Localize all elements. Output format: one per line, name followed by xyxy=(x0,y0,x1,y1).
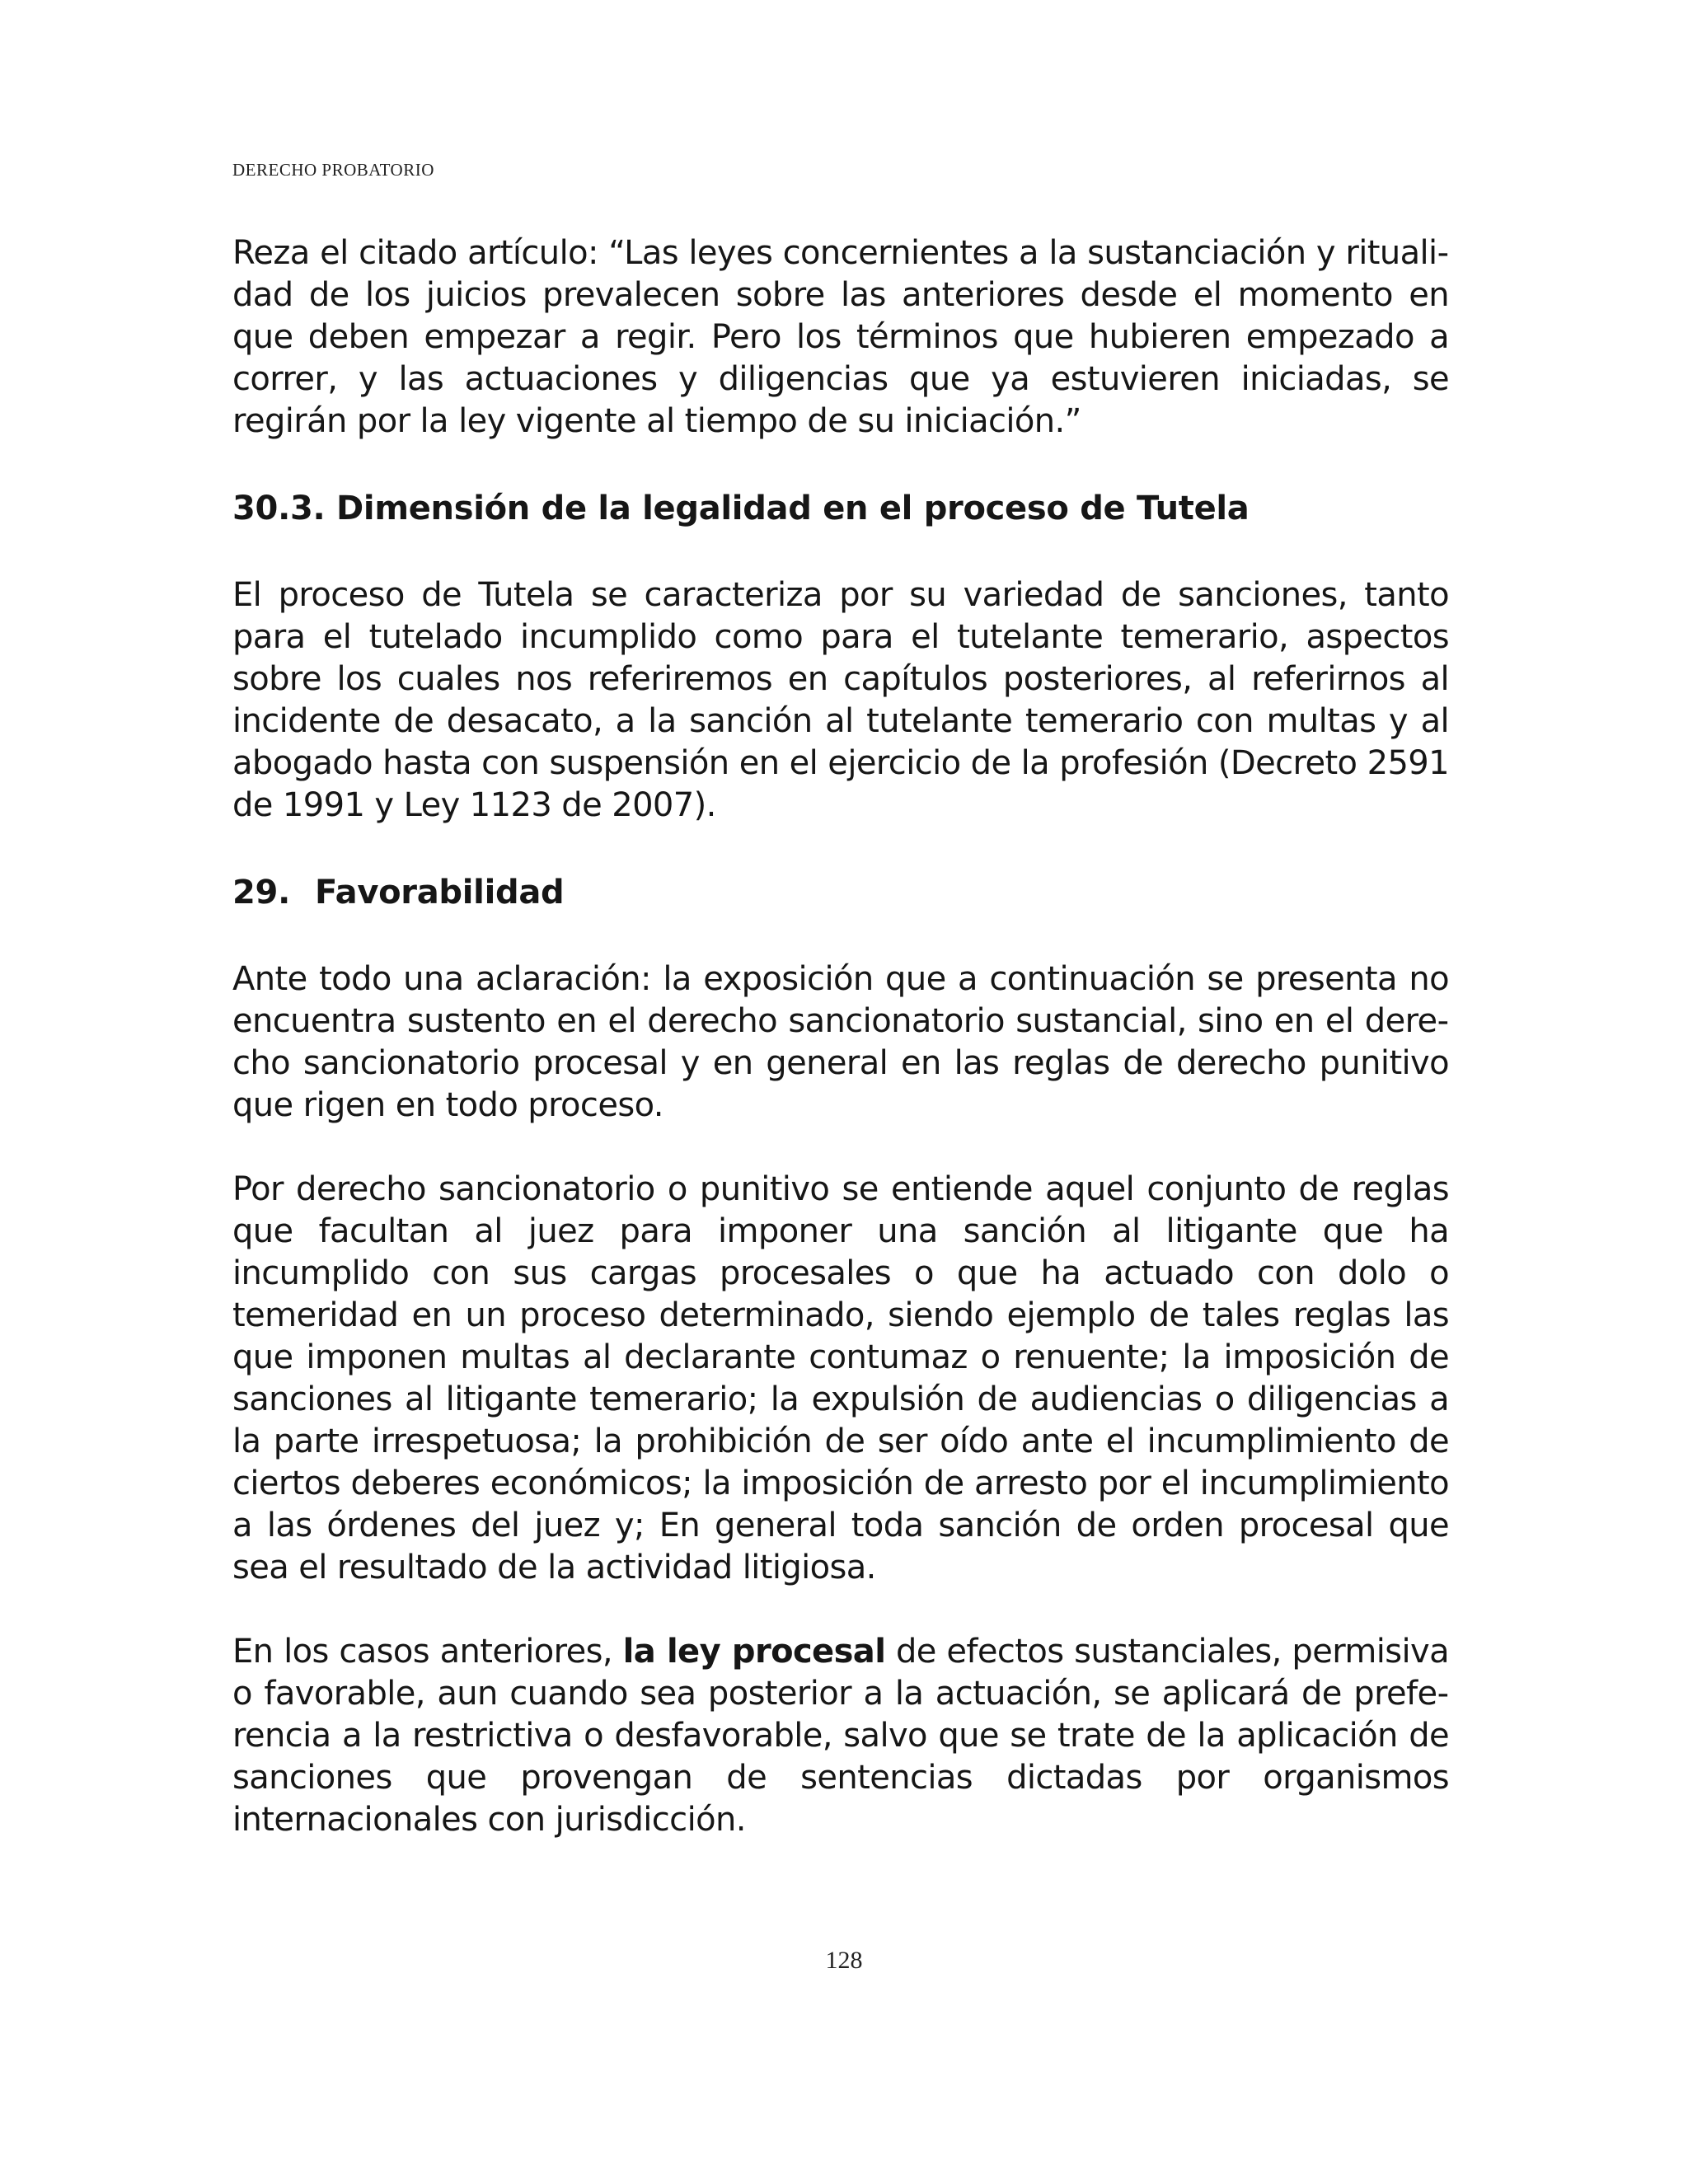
section-number: 29. xyxy=(232,874,290,912)
paragraph-clarification: Ante todo una aclaración: la exposición que a continuación se presenta no encuentra sustento en el derecho sancionatorio sustancial, sino en el derecho sancionatorio procesal y en general en las reglas de derecho punitivo que rigen en todo proceso. xyxy=(232,960,1449,1124)
section-heading-30-3: 30.3. Dimensión de la legalidad en el proceso de Tutela xyxy=(232,490,1250,527)
paragraph-procedural-law xyxy=(232,1631,1449,1841)
emphasis-la-ley-procesal: la ley procesal xyxy=(622,1633,886,1671)
page-number: 128 xyxy=(825,1947,863,1974)
section-heading-29 xyxy=(232,872,1449,914)
page-body xyxy=(232,232,1449,1841)
paragraph-tutela-sanctions: El proceso de Tutela se caracteriza por su variedad de sanciones, tanto para el tutelado incumplido como para el tutelante temerario, aspectos sobre los cuales nos referiremos en capítulos posteriores, al referirnos al incidente de desacato, a la sanción al tutelante temerario con multas y al abogado hasta con suspensión en el ejercicio de la profesión (Decreto 2591 de 1991 y Ley 1123 de 2007). xyxy=(232,576,1449,824)
section-title: Favorabilidad xyxy=(314,874,565,912)
paragraph-quote-article: Reza el citado artículo: “Las leyes concernientes a la sustanciación y ritualidad de los juicios prevalecen sobre las anteriores desde el momento en que deben empezar a regir. Pero los términos que hubieren empezado a correr, y las actuaciones y diligencias que ya estuvieren iniciadas, se regirán por la ley vigente al tiempo de su iniciación.” xyxy=(232,234,1449,440)
paragraph-sanctioning-law-definition: Por derecho sancionatorio o punitivo se entiende aquel conjunto de reglas que facultan al juez para imponer una sanción al litigante que ha incumplido con sus cargas procesales o que ha actuado con dolo o temeridad en un proceso determinado, siendo ejemplo de tales reglas las que imponen multas al declarante contumaz o renuente; la imposición de sanciones al litigante temerario; la expulsión de audiencias o diligencias a la parte irrespetuosa; la prohibición de ser oído ante el incumplimiento de ciertos deberes económicos; la imposición de arresto por el incumplimiento a las órdenes del juez y; En general toda sanción de orden procesal que sea el resultado de la actividad litigiosa. xyxy=(232,1170,1449,1586)
running-header: DERECHO PROBATORIO xyxy=(232,160,434,180)
paragraph-text-start: En los casos anteriores, xyxy=(232,1633,623,1671)
paragraph-text-end: de efectos sustanciales, permisiva o favorable, aun cuando sea posterior a la actuación, se aplicará de preferencia a la restrictiva o desfavorable, salvo que se trate de la aplicación de sanciones que provengan de sentencias dictadas por organismos internacionales con jurisdicción. xyxy=(232,1633,1449,1839)
